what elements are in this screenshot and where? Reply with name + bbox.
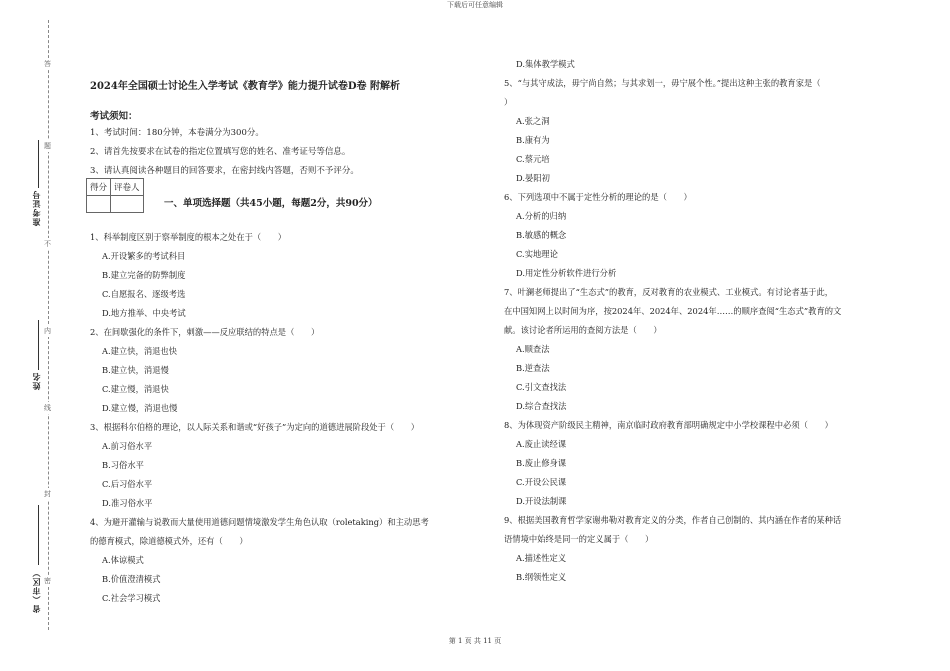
answer-option: A.废止读经课 xyxy=(516,439,567,449)
answer-option: B.价值澄清模式 xyxy=(102,574,161,584)
answer-option: D.准习俗水平 xyxy=(102,498,153,508)
answer-option: A.开设繁多的考试科目 xyxy=(102,251,186,261)
answer-option: C.建立慢，消退快 xyxy=(102,384,169,394)
region-label: 省（市区） xyxy=(31,568,41,613)
question-text: 语情境中始终是同一的定义属于（ ） xyxy=(504,534,654,544)
answer-option: B.敏感的概念 xyxy=(516,230,567,240)
seal-char: 密 xyxy=(44,577,51,585)
seal-char: 答 xyxy=(44,60,51,68)
answer-option: D.集体教学模式 xyxy=(516,59,575,69)
right-question-column xyxy=(504,55,924,587)
answer-option: D.用定性分析软件进行分析 xyxy=(516,268,617,278)
left-question-column xyxy=(90,228,500,608)
answer-option: B.建立快，消退慢 xyxy=(102,365,169,375)
question-text: 1、科举制度区别于察举制度的根本之处在于（ ） xyxy=(90,232,287,242)
answer-option: C.后习俗水平 xyxy=(102,479,153,489)
answer-option: D.地方推举、中央考试 xyxy=(102,308,186,318)
answer-option: B.习俗水平 xyxy=(102,460,144,470)
answer-option: B.逆查法 xyxy=(516,363,550,373)
answer-option: A.体谅模式 xyxy=(102,555,144,565)
seal-char: 题 xyxy=(44,142,51,150)
seal-char: 线 xyxy=(44,404,51,412)
question-text: 的德育模式，除道德模式外，还有（ ） xyxy=(90,536,248,546)
answer-option: A.前习俗水平 xyxy=(102,441,153,451)
seal-char: 封 xyxy=(44,490,51,498)
answer-option: C.实地理论 xyxy=(516,249,558,259)
question-text: 献。该讨论者所运用的查阅方法是（ ） xyxy=(504,325,662,335)
answer-option: C.开设公民课 xyxy=(516,477,567,487)
answer-option: D.开设法制课 xyxy=(516,496,567,506)
exam-number-underline xyxy=(38,140,39,188)
region-underline xyxy=(38,505,39,565)
question-text: 8、为体现资产阶级民主精神，南京临时政府教育部明确规定中小学校课程中必须（ ） xyxy=(504,420,833,430)
answer-option: C.引文查找法 xyxy=(516,382,567,392)
answer-option: C.蔡元培 xyxy=(516,154,550,164)
question-text: 9、根据美国教育哲学家谢弗勒对教育定义的分类，作者自己创制的、其内涵在作者的某种话 xyxy=(504,515,842,525)
question-text: 3、根据科尔伯格的理论，以人际关系和谐或“好孩子”为定向的道德进展阶段处于（ ） xyxy=(90,422,420,432)
answer-option: A.分析的归纳 xyxy=(516,211,567,221)
notice-heading: 考试须知： xyxy=(90,111,138,122)
exam-title: 2024年全国硕士讨论生入学考试《教育学》能力提升试卷D卷 附解析 xyxy=(90,81,400,92)
answer-option: D.建立慢，消退也慢 xyxy=(102,403,178,413)
name-underline xyxy=(38,320,39,370)
score-box xyxy=(86,178,144,213)
answer-option: B.康有为 xyxy=(516,135,550,145)
section-title: 一、单项选择题（共45小题，每题2分，共90分） xyxy=(164,198,378,209)
answer-option: B.废止修身课 xyxy=(516,458,567,468)
grader-cell xyxy=(111,196,144,213)
question-text: 在中国知网上以时间为序，按2024年、2024年、2024年……的顺序查阅“生态式”教育的文 xyxy=(504,306,842,316)
grader-label: 评卷人 xyxy=(111,179,144,196)
question-text: ） xyxy=(504,97,513,107)
question-text: 2、在间歇强化的条件下，刺激——反应联结的特点是（ ） xyxy=(90,327,320,337)
question-text: 5、“与其守成法，毋宁尚自然；与其求划一，毋宁展个性。”提出这种主张的教育家是（ xyxy=(504,78,821,88)
name-label: 姓名 xyxy=(31,372,41,390)
question-text: 6、下列选项中不属于定性分析的理论的是（ ） xyxy=(504,192,692,202)
seal-char: 不 xyxy=(44,240,51,248)
score-cell xyxy=(87,196,111,213)
binding-margin xyxy=(0,0,80,671)
answer-option: B.纲领性定义 xyxy=(516,572,567,582)
answer-option: D.晏阳初 xyxy=(516,173,550,183)
answer-option: A.顺查法 xyxy=(516,344,550,354)
notice-item: 2、请首先按要求在试卷的指定位置填写您的姓名、准考证号等信息。 xyxy=(90,147,351,157)
answer-option: A.张之洞 xyxy=(516,116,550,126)
question-text: 7、叶澜老师提出了“生态式”的教育，反对教育的农业模式、工业模式。有讨论者基于此， xyxy=(504,287,834,297)
header-note: 下载后可任意编辑 xyxy=(447,1,503,9)
score-label: 得分 xyxy=(87,179,111,196)
seal-char: 内 xyxy=(44,327,51,335)
page-number: 第 1 页 共 11 页 xyxy=(448,637,502,645)
answer-option: A.建立快，消退也快 xyxy=(102,346,178,356)
notice-item: 3、请认真阅读各种题目的回答要求，在密封线内答题，否则不予评分。 xyxy=(90,166,359,176)
answer-option: B.建立完备的防弊制度 xyxy=(102,270,186,280)
answer-option: C.自愿报名、逐级考选 xyxy=(102,289,186,299)
exam-number-label: 准考证号 xyxy=(31,190,41,226)
answer-option: D.综合查找法 xyxy=(516,401,567,411)
question-text: 4、为避开灌输与说教而大量使用道德问题情境激发学生角色认取（roletaking）和主动思考 xyxy=(90,517,429,527)
answer-option: A.描述性定义 xyxy=(516,553,567,563)
notice-item: 1、考试时间：180分钟，本卷满分为300分。 xyxy=(90,128,264,138)
answer-option: C.社会学习模式 xyxy=(102,593,161,603)
